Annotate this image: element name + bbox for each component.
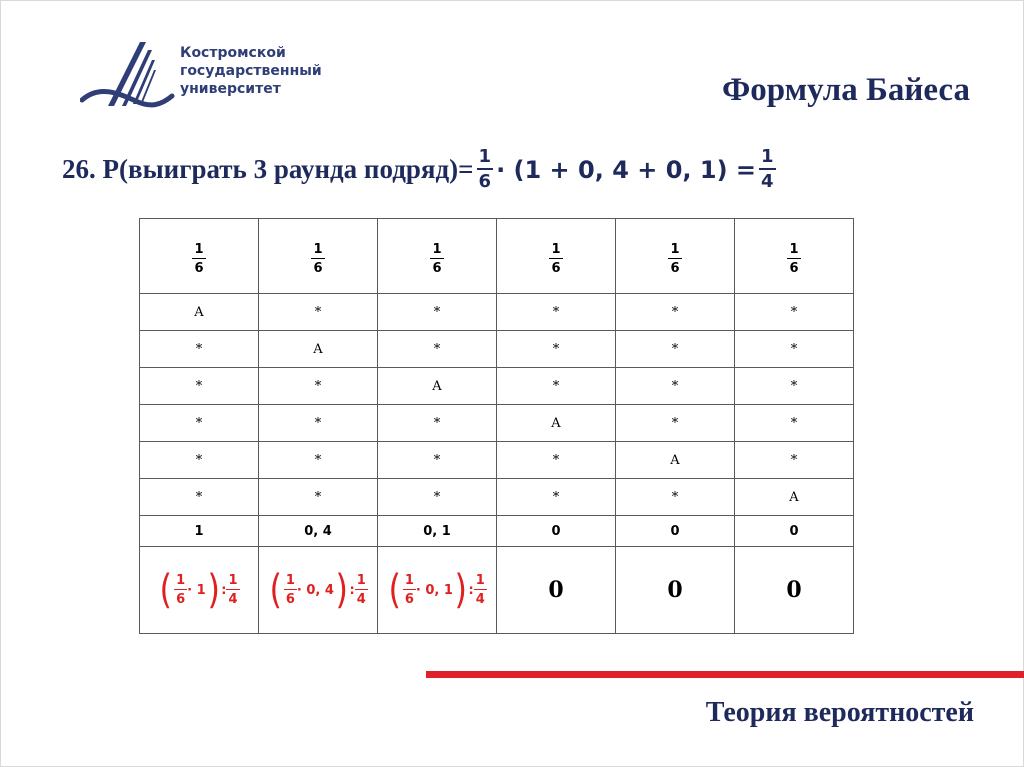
red-expression [158,567,239,613]
colon: : [349,582,355,598]
fraction-numerator: 1 [551,241,561,257]
left-paren: ( [269,567,283,613]
fraction-denominator: 6 [670,260,680,276]
header-cell [140,219,259,294]
fraction-numerator: 1 [228,573,238,588]
fraction [226,574,239,606]
table-cell: * [378,294,497,331]
fraction-denominator: 6 [551,260,561,276]
fraction-numerator: 1 [194,241,204,257]
header-row [140,219,854,294]
table-cell: * [616,479,735,516]
result-cell [259,547,378,634]
result-cell [140,547,259,634]
table-cell: * [735,331,854,368]
result-cell [378,547,497,634]
table-cell: * [259,405,378,442]
university-logo [80,36,350,116]
table-cell: * [497,331,616,368]
fraction-denominator: 6 [285,592,295,607]
factor: · 0, 1 [415,582,453,598]
fraction-denominator: 6 [176,592,186,607]
fraction-denominator: 4 [228,592,238,607]
table-cell: A [497,405,616,442]
fraction-denominator: 6 [313,260,323,276]
table-cell: * [616,294,735,331]
formula-prefix: 26. P(выиграть 3 раунда подряд)= [62,154,474,184]
fraction-numerator: 1 [789,241,799,257]
table-cell: * [259,368,378,405]
table-cell: A [378,368,497,405]
factor: · 0, 4 [296,582,334,598]
table-row [140,405,854,442]
table-cell: * [259,479,378,516]
formula-middle: · (1 + 0, 4 + 0, 1) = [496,155,757,184]
table-row [140,368,854,405]
fraction-denominator: 4 [475,592,485,607]
left-paren: ( [388,567,402,613]
table-cell: A [735,479,854,516]
table-cell: * [497,294,616,331]
fraction-denominator: 4 [761,171,774,192]
right-paren: ) [335,567,348,613]
formula-fraction-2 [759,148,776,191]
probability-table [139,218,854,634]
table-cell: * [378,331,497,368]
header-cell [378,219,497,294]
fraction [355,574,368,606]
value-cell: 0 [616,516,735,547]
table-row [140,294,854,331]
fraction-denominator: 6 [194,260,204,276]
fraction-numerator: 1 [670,241,680,257]
table-cell: * [378,405,497,442]
table-cell: * [735,442,854,479]
header-cell [616,219,735,294]
factor: · 1 [187,582,206,598]
value-cell: 0, 4 [259,516,378,547]
result-cell: 0 [497,547,616,634]
fraction-numerator: 1 [356,573,366,588]
table-cell: A [259,331,378,368]
table-cell: * [735,368,854,405]
header-cell [735,219,854,294]
probability-row [140,516,854,547]
footer-title: Теория вероятностей [705,697,974,728]
left-paren: ( [160,567,173,613]
right-paren: ) [454,567,467,613]
table-cell: * [378,442,497,479]
fraction [174,574,187,606]
table-cell: * [497,368,616,405]
table-cell: * [140,479,259,516]
table-cell: * [259,442,378,479]
table-cell: * [259,294,378,331]
fraction-numerator: 1 [759,148,776,170]
table-cell: A [616,442,735,479]
fraction-denominator: 6 [478,171,492,192]
table-cell: * [497,479,616,516]
logo-text [180,44,322,98]
fraction-denominator: 6 [404,592,414,607]
colon: : [221,582,227,598]
fraction-numerator: 1 [477,148,494,170]
fraction-denominator: 6 [432,260,442,276]
header-cell [497,219,616,294]
table-cell: * [140,405,259,442]
result-row [140,547,854,634]
fraction [403,574,416,606]
table-cell: * [378,479,497,516]
right-paren: ) [207,567,220,613]
table-row [140,479,854,516]
table-cell: * [616,331,735,368]
value-cell: 0 [497,516,616,547]
page-title: Формула Байеса [721,72,970,108]
logo-line-1: Костромской [180,45,286,61]
table-cell: * [140,368,259,405]
table-row [140,442,854,479]
fraction [474,574,487,606]
formula-line [62,148,779,191]
logo-line-2: государственный [180,63,322,79]
fraction-denominator: 4 [356,592,366,607]
fraction-denominator: 6 [789,260,799,276]
table-row [140,331,854,368]
fraction [284,574,297,606]
fraction-numerator: 1 [475,573,485,588]
formula-fraction-1 [477,148,494,191]
table-cell: * [735,405,854,442]
footer-accent-bar [426,671,1024,678]
fraction-numerator: 1 [432,241,442,257]
table-cell: * [616,368,735,405]
value-cell: 0, 1 [378,516,497,547]
red-expression [387,567,487,613]
table-cell: * [497,442,616,479]
fraction-numerator: 1 [176,573,186,588]
table-cell: * [140,442,259,479]
fraction-numerator: 1 [313,241,323,257]
fraction-numerator: 1 [285,573,295,588]
table-cell: * [616,405,735,442]
red-expression [268,567,368,613]
table-cell: A [140,294,259,331]
result-cell: 0 [616,547,735,634]
colon: : [468,582,474,598]
value-cell: 1 [140,516,259,547]
table-cell: * [735,294,854,331]
value-cell: 0 [735,516,854,547]
header-cell [259,219,378,294]
fraction-numerator: 1 [404,573,414,588]
logo-line-3: университет [180,81,281,97]
logo-mark-icon [80,36,175,116]
table-cell: * [140,331,259,368]
result-cell: 0 [735,547,854,634]
